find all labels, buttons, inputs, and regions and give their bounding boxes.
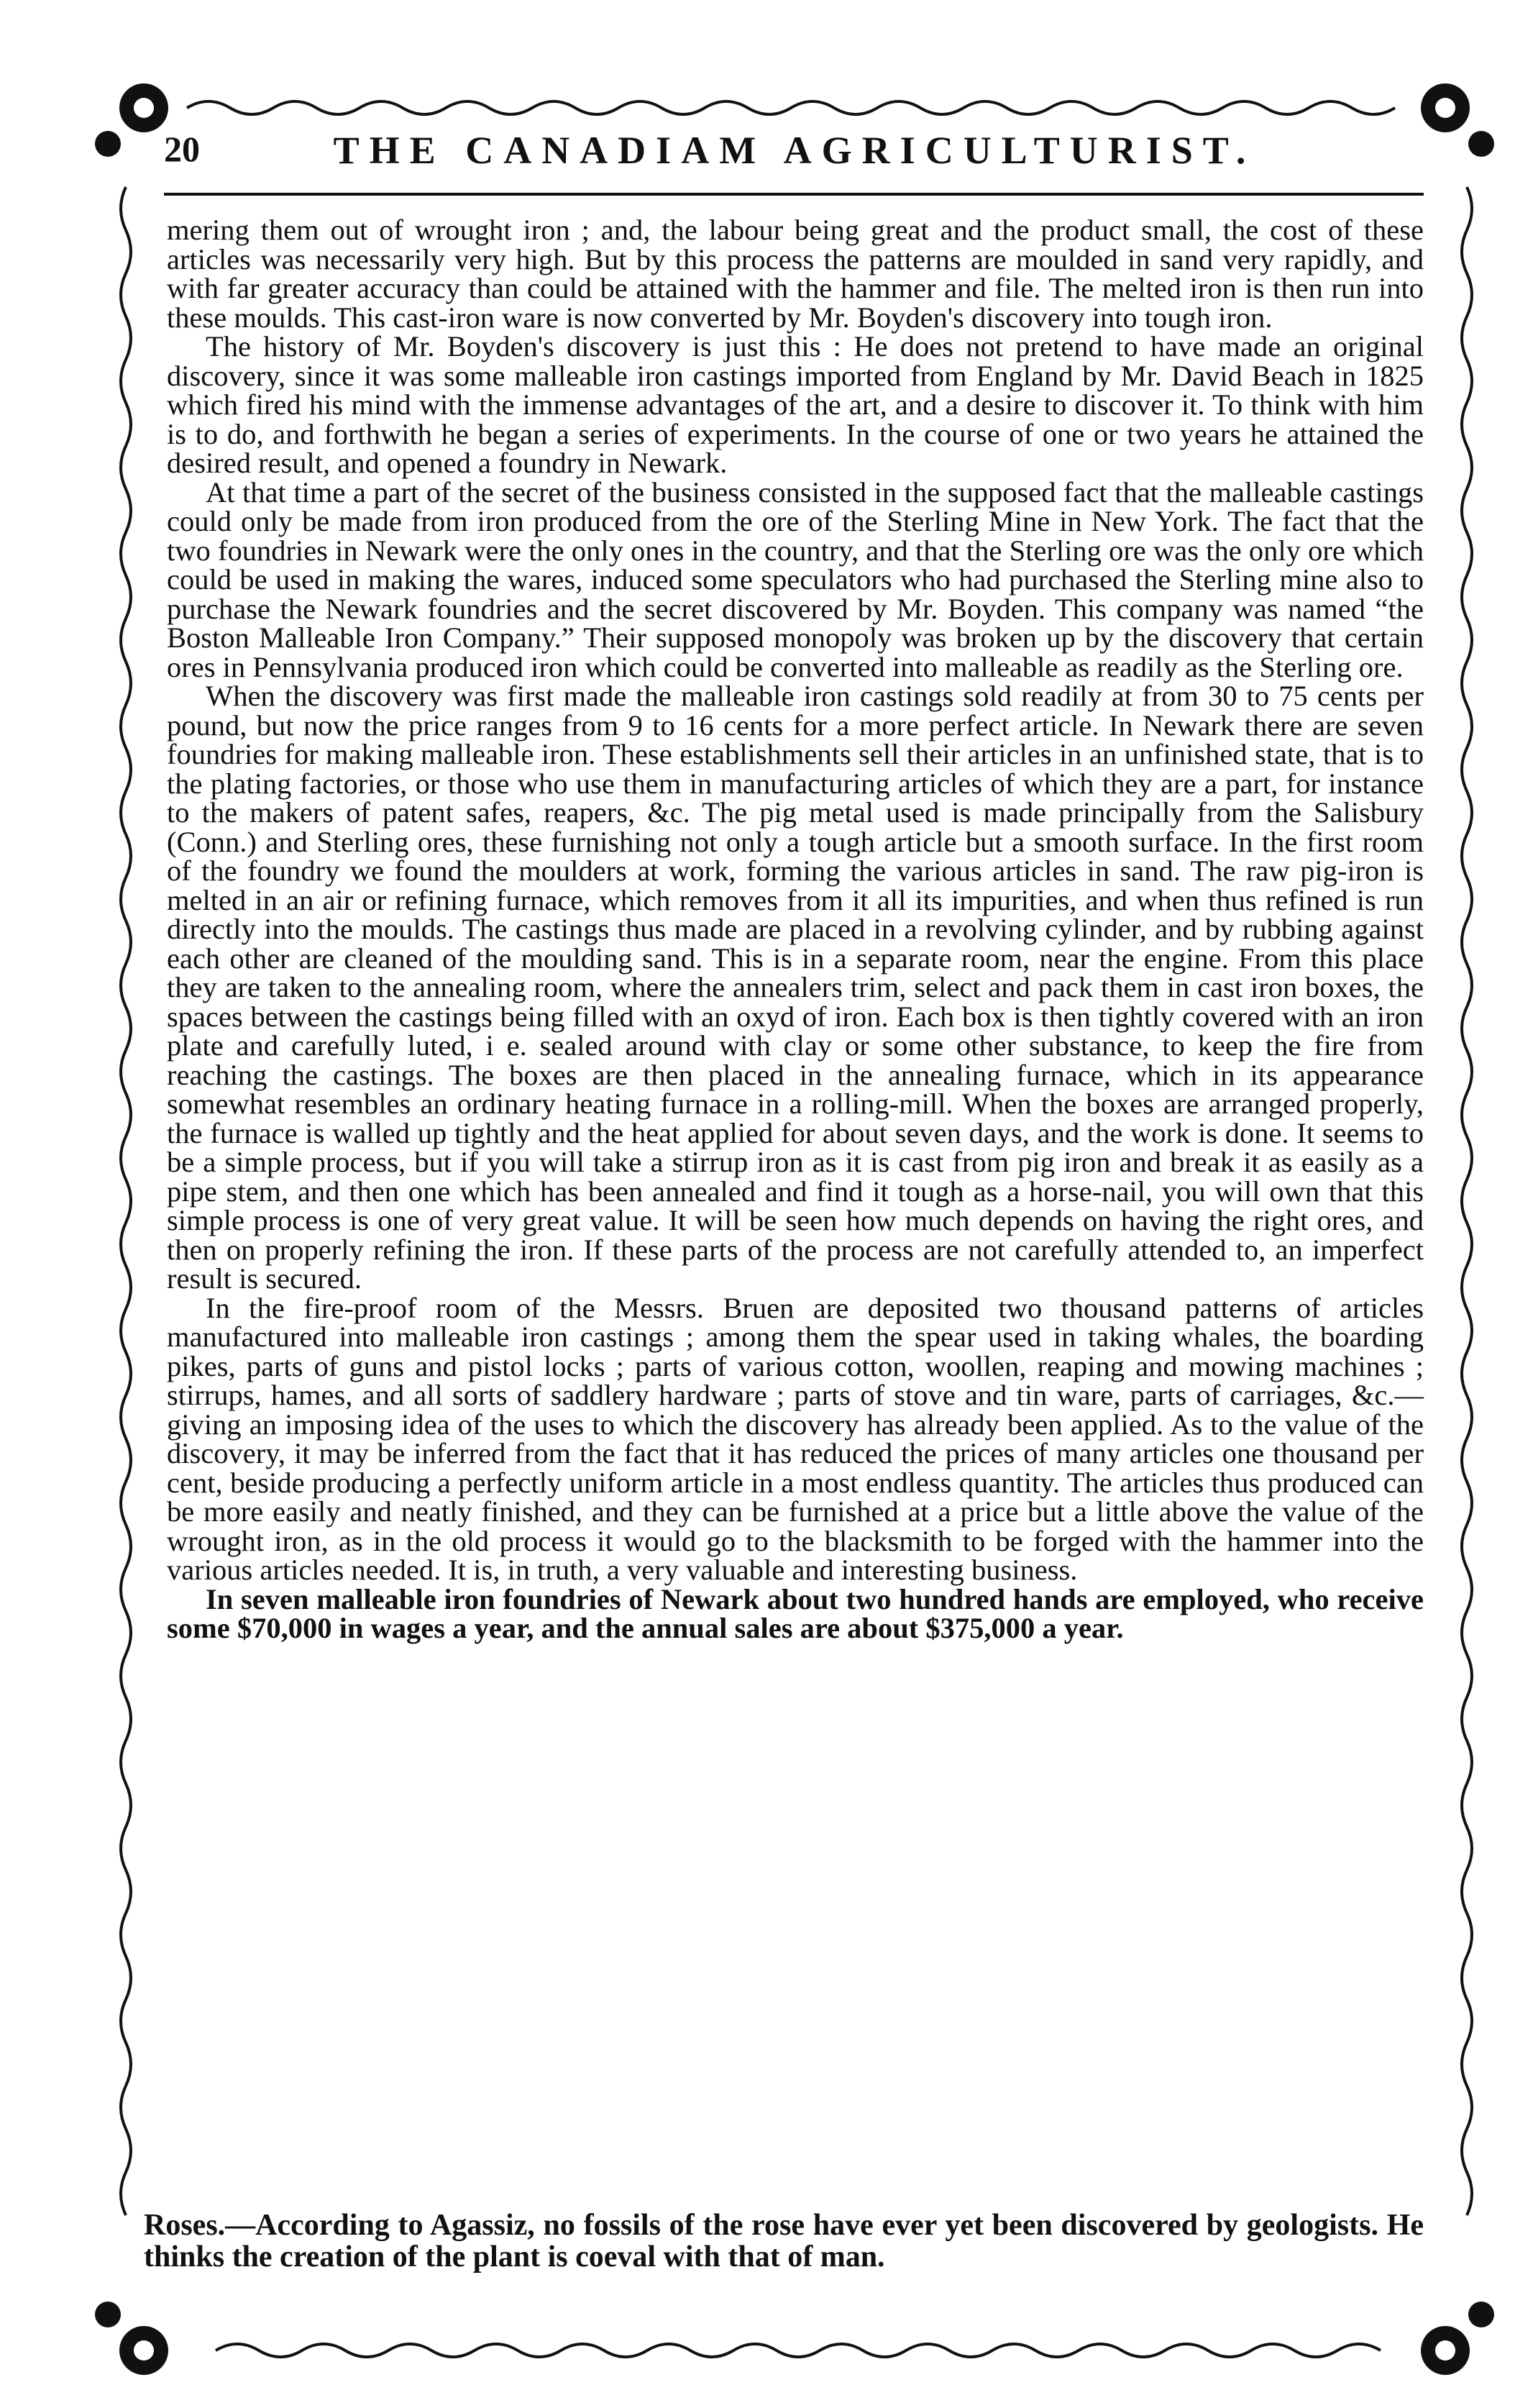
paragraph: When the discovery was first made the malleable iron castings sold readily at from 30 to 75 cents per pound, but now the price ranges from 9 to 16 cents for a more perfect article. In Newark there are seven foundries for making malleable iron. These establishments sell their articles in an unfinished state, that is to the plating factories, or those who use them in manufacturing articles of which they are a part, for instance to the makers of patent safes, reapers, &c. The pig metal used is made principally from the Salisbury (Conn.) and Sterling ores, these furnishing not only a tough article but a smooth surface. In the first room of the foundry we found the moulders at work, forming the various articles in sand. The raw pig-iron is melted in an air or refining furnace, which removes from it all its impurities, and when thus refined is run directly into the moulds. The castings thus made are placed in a revolving cylinder, and by rubbing against each other are cleaned of the moulding sand. This is in a separate room, near the engine. From this place they are taken to the annealing room, where the annealers trim, select and pack them in cast iron boxes, the spaces between the castings being filled with an oxyd of iron. Each box is then tightly covered with an iron plate and carefully luted, i e. sealed around with clay or some other substance, to keep the fire from reaching the castings. The boxes are then placed in the annealing furnace, which in its appearance somewhat resembles an ordinary heating furnace in a rolling-mill. When the boxes are arranged properly, the furnace is walled up tightly and the heat applied for about seven days, and the work is done. It seems to be a simple process, but if you will take a stirrup iron as it is cast from pig iron and break it as easily as a pipe stem, and then one which has been annealed and find it tough as a horse-nail, you will own that this simple process is one of very great value. It will be seen how much depends on having the right ores, and then on properly refining the iron. If these parts of the process are not carefully attended to, an imperfect result is secured. <box>167 680 1424 1295</box>
paragraph: In seven malleable iron foundries of Newark about two hundred hands are employed, who receive some $70,000 in wages a year, and the annual sales are about $375,000 a year. <box>167 1582 1424 1644</box>
note-text: Roses.—According to Agassiz, no fossils of the rose have ever yet been discovered by geologists. He thinks the creation of the plant is coeval with that of man. <box>144 2209 1424 2274</box>
paragraph: At that time a part of the secret of the business consisted in the supposed fact that the malleable castings could only be made from iron produced from the ore of the Sterling Mine in New York. The fact that the two foundries in Newark were the only ones in the country, and that the Sterling ore was the only ore which could be used in making the wares, induced some speculators who had purchased the Sterling mine also to purchase the Newark foundries and the secret discovered by Mr. Boyden. This company was named “the Boston Malleable Iron Company.” Their supposed monopoly was broken up by the discovery that certain ores in Pennsylvania produced iron which could be converted into malleable as readily as the Sterling ore. <box>167 475 1424 683</box>
paragraph: The history of Mr. Boyden's discovery is just this : He does not pretend to have made an original discovery, since it was some malleable iron castings imported from England by Mr. David Beach in 1825 which fired his mind with the immense advantages of the art, and a desire to discover it. To think with him is to do, and forthwith he began a series of experiments. In the course of one or two years he attained the desired result, and opened a foundry in Newark. <box>167 330 1424 479</box>
article-body <box>167 216 1424 1643</box>
header-rule <box>164 193 1424 196</box>
paragraph: In the fire-proof room of the Messrs. Bruen are deposited two thousand patterns of articles manufactured into malleable iron castings ; among them the spear used in taking whales, the boarding pikes, parts of guns and pistol locks ; parts of various cotton, woollen, reaping and mowing machines ; stirrups, hames, and all sorts of saddlery hardware ; parts of stove and tin ware, parts of carriages, &c.—giving an imposing idea of the uses to which the discovery has already been applied. As to the value of the discovery, it may be inferred from the fact that it has reduced the prices of many articles one thousand per cent, beside producing a perfectly uniform article in a most endless quantity. The articles thus produced can be more easily and neatly finished, and they can be furnished at a price but a little above the value of the wrought iron, as in the old process it would go to the blacksmith to be forged with the hammer into the various articles needed. It is, in truth, a very valuable and interesting business. <box>167 1291 1424 1586</box>
running-header <box>164 122 1425 180</box>
running-title: THE CANADIAM AGRICULTURIST. <box>333 129 1256 172</box>
roses-note <box>144 2209 1424 2273</box>
paragraph: mering them out of wrought iron ; and, the labour being great and the product small, the cost of these articles was necessarily very high. But by this process the patterns are moulded in sand very rapidly, and with far greater accuracy than could be attained with the hammer and file. The melted iron is then run into these moulds. This cast-iron ware is now converted by Mr. Boyden's discovery into tough iron. <box>167 214 1424 334</box>
page-number: 20 <box>164 129 200 169</box>
